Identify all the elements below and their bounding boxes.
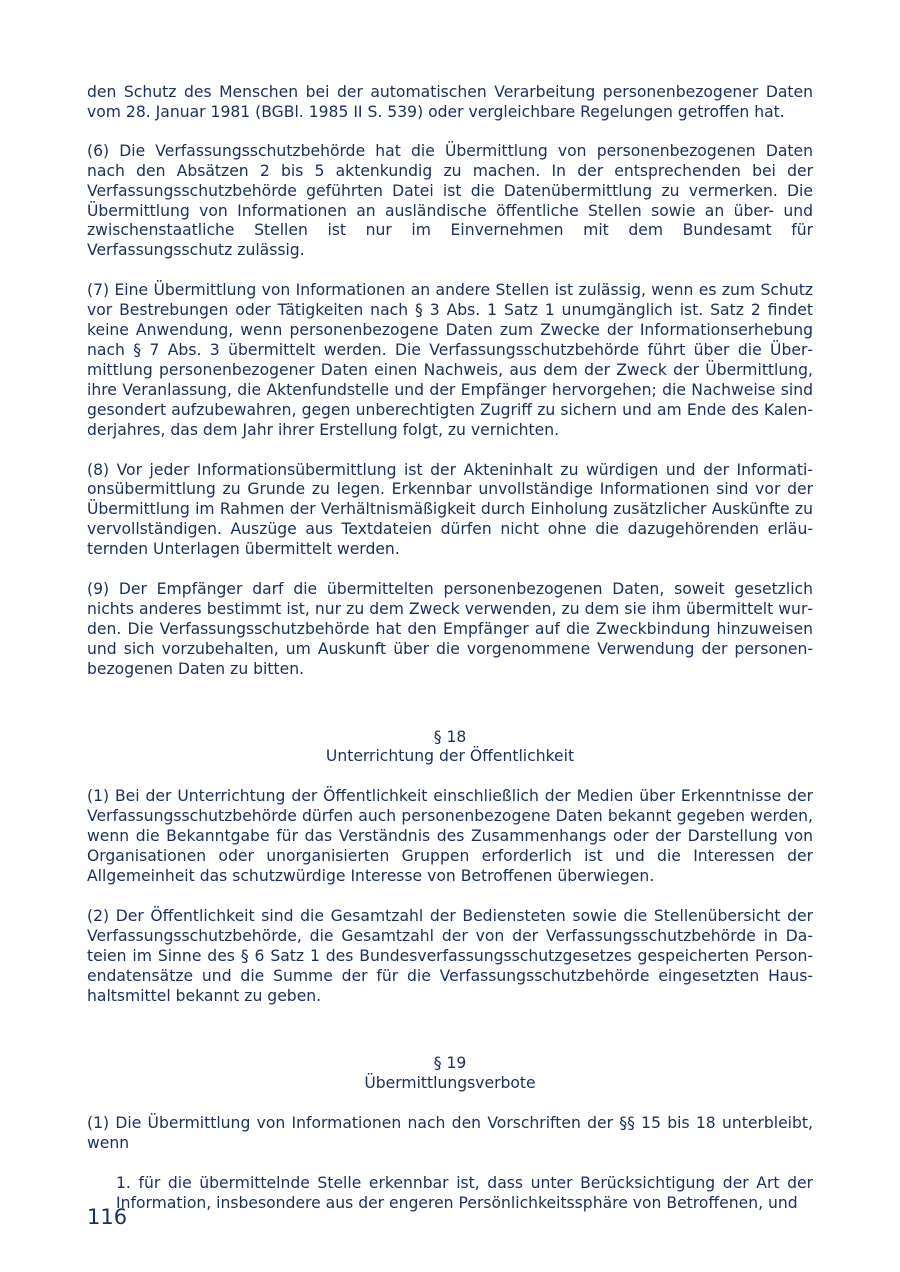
- section-19-paragraph-1: (1) Die Übermittlung von Informationen nach den Vorschriften der §§ 15 bis 18 unterbleibt, wenn: [87, 1114, 813, 1153]
- paragraph-7: (7) Eine Übermittlung von Informationen an andere Stellen ist zulässig, wenn es zum Schutz vor Bestrebungen oder Tätigkeiten nach § 3 Abs. 1 Satz 1 unumgänglich ist. Satz 2 findet keine Anwendung, wenn personenbezogene Daten zum Zwecke der Informationserhebung nach § 7 Abs. 3 übermittelt werden. Die Verfassungsschutzbehörde führt über die Übermittlung personenbezogener Daten einen Nachweis, aus dem der Zweck der Übermittlung, ihre Veranlassung, die Aktenfundstelle und der Empfänger hervorgehen; die Nachweise sind gesondert aufzubewahren, gegen unberechtigten Zugriff zu sichern und am Ende des Kalenderjahres, das dem Jahr ihrer Erstellung folgt, zu vernichten.: [87, 281, 813, 439]
- paragraph-continuation: den Schutz des Menschen bei der automatischen Verarbeitung personenbezogener Daten vom 28. Januar 1981 (BGBl. 1985 II S. 539) oder vergleichbare Regelungen getroffen hat.: [87, 83, 813, 121]
- section-19-item-1: 1. für die übermittelnde Stelle erkennbar ist, dass unter Berücksichtigung der Art der Information, insbesondere aus der engeren Persönlichkeitssphäre von Betroffenen, und: [116, 1174, 813, 1212]
- section-18-heading: [87, 728, 813, 768]
- document-page: [87, 83, 813, 1214]
- page-number: 116: [87, 1205, 128, 1229]
- section-18-paragraph-1: (1) Bei der Unterrichtung der Öffentlichkeit einschließlich der Medien über Erkenntnisse der Verfassungsschutzbehörde dürfen auch personenbezogene Daten bekannt gegeben werden, wenn die Bekanntgabe für das Verständnis des Zusammenhangs oder der Darstellung von Organisationen oder unorganisierten Gruppen erforderlich ist und die Interessen der Allgemeinheit das schutzwürdige Interesse von Betroffenen überwiegen.: [87, 787, 813, 885]
- paragraph-8: (8) Vor jeder Informationsübermittlung ist der Akteninhalt zu würdigen und der Informationsübermittlung zu Grunde zu legen. Erkennbar unvollständige Informationen sind vor der Übermittlung im Rahmen der Verhältnismäßigkeit durch Einholung zusätzlicher Auskünfte zu vervollständigen. Auszüge aus Textdateien dürfen nicht ohne die dazugehörenden erläuternden Unterlagen übermittelt werden.: [87, 460, 813, 559]
- section-19-number: § 19: [433, 1054, 467, 1073]
- section-18-number: § 18: [433, 727, 467, 746]
- paragraph-6: (6) Die Verfassungsschutzbehörde hat die Übermittlung von personenbezogenen Daten nach den Absätzen 2 bis 5 aktenkundig zu machen. In der entsprechenden bei der Verfassungsschutzbehörde geführten Datei ist die Datenübermittlung zu vermerken. Die Übermittlung von Informationen an ausländische öffentliche Stellen sowie an über- und zwischenstaatliche Stellen ist nur im Einvernehmen mit dem Bundesamt für Verfassungsschutz zulässig.: [87, 141, 813, 260]
- section-19-heading: [87, 1054, 813, 1094]
- section-18-title: Unterrichtung der Öffentlichkeit: [325, 747, 575, 766]
- section-19-title: Übermittlungsverbote: [364, 1074, 536, 1093]
- paragraph-9: (9) Der Empfänger darf die übermittelten personenbezogenen Daten, soweit gesetzlich nichts anderes bestimmt ist, nur zu dem Zweck verwenden, zu dem sie ihm übermittelt wurden. Die Verfassungsschutzbehörde hat den Empfänger auf die Zweckbindung hinzuweisen und sich vorzubehalten, um Auskunft über die vorgenommene Verwendung der personenbezogenen Daten zu bitten.: [87, 580, 813, 678]
- section-18-paragraph-2: (2) Der Öffentlichkeit sind die Gesamtzahl der Bediensteten sowie die Stellenübersicht der Verfassungsschutzbehörde, die Gesamtzahl der von der Verfassungsschutzbehörde in Dateien im Sinne des § 6 Satz 1 des Bundesverfassungsschutzgesetzes gespeicherten Personendatensätze und die Summe der für die Verfassungsschutzbehörde eingesetzten Haushaltsmittel bekannt zu geben.: [87, 906, 813, 1005]
